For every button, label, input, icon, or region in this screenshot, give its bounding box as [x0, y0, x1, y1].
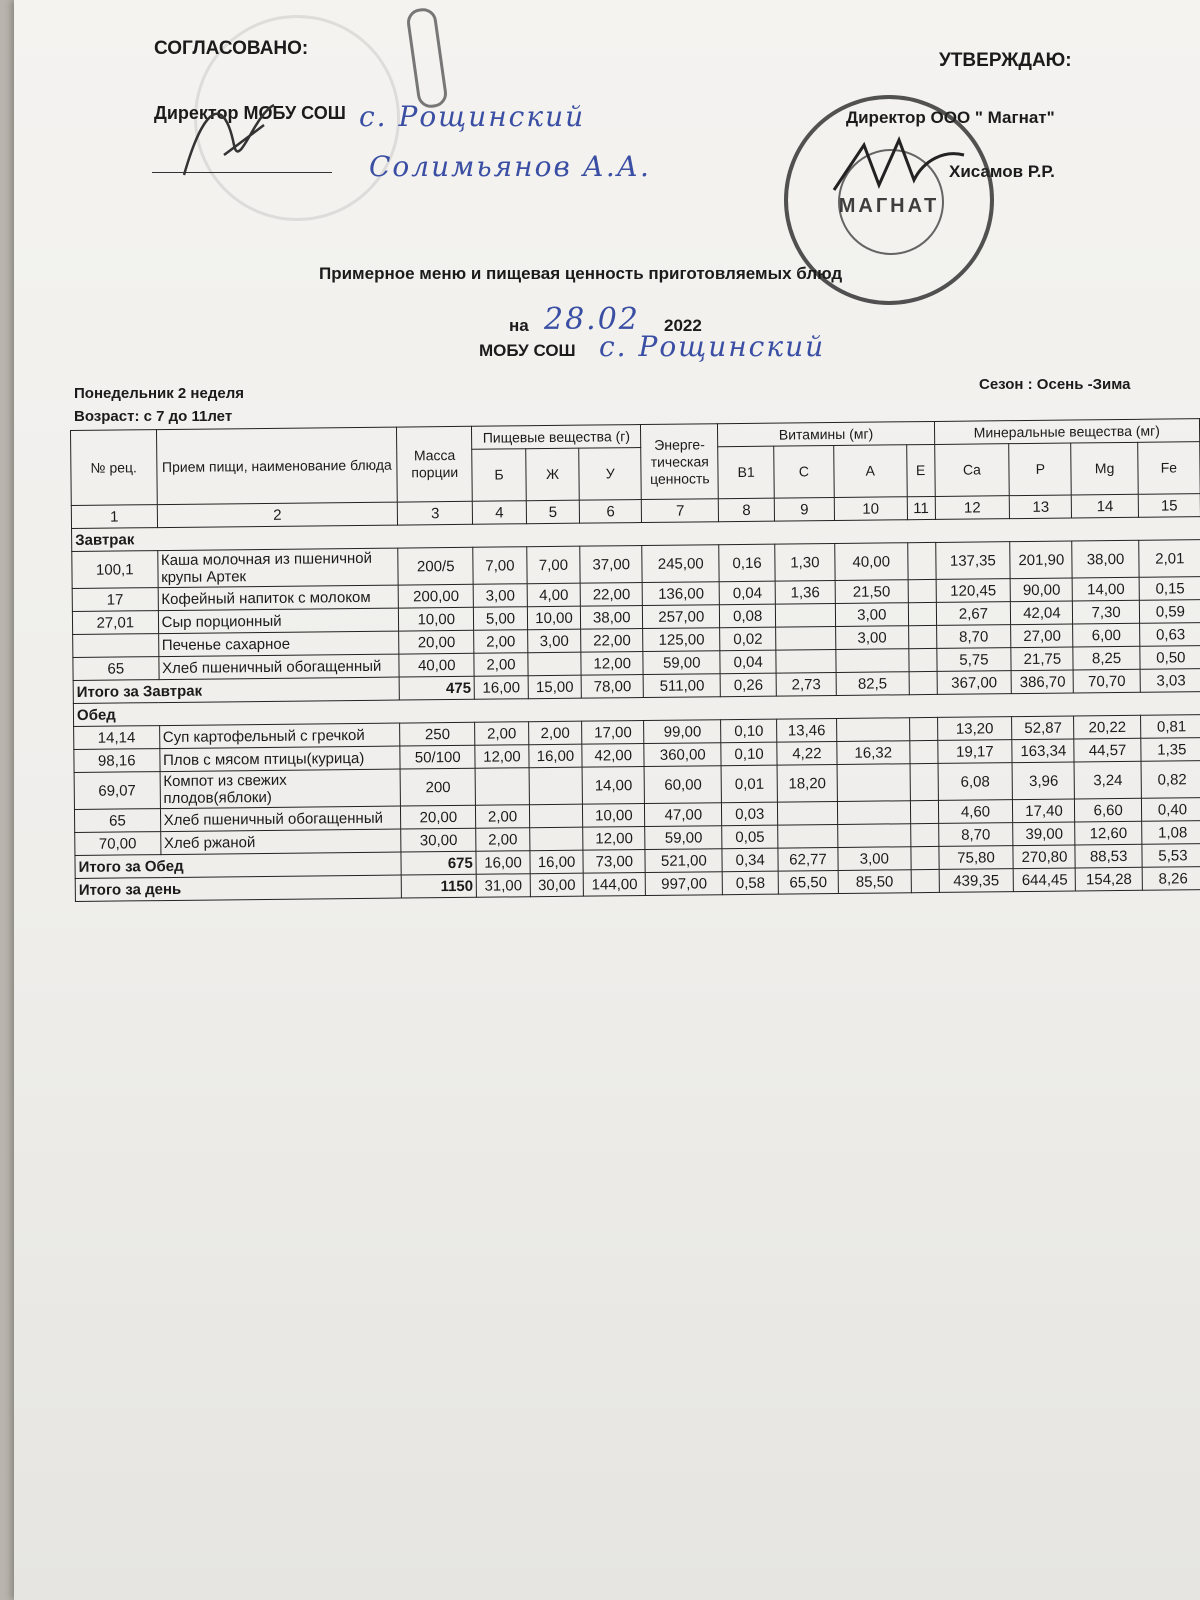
cell-e [909, 648, 937, 671]
header-meal: Прием пищи, наименование блюда [156, 427, 398, 505]
cell-u: 10,00 [583, 804, 645, 828]
total-c: 65,50 [778, 870, 838, 894]
total-b: 31,00 [476, 874, 530, 898]
cell-rec: 70,00 [75, 832, 161, 856]
cell-rec: 98,16 [74, 749, 160, 773]
total-mass: 475 [399, 676, 474, 700]
header-mass: Масса порции [397, 426, 473, 502]
total-label: Итого за день [75, 875, 402, 901]
cell-e [909, 740, 937, 763]
cell-a: 3,00 [835, 603, 908, 627]
cell-mg: 3,24 [1075, 761, 1142, 799]
cell-a [836, 718, 909, 742]
section-name: Обед [73, 692, 1200, 727]
director-right-name: Хисамов Р.Р. [949, 162, 1055, 181]
cell-zh [529, 804, 583, 828]
cell-p: 21,75 [1011, 647, 1073, 671]
cell-rec: 100,1 [72, 551, 158, 589]
total-label: Итого за Обед [75, 852, 402, 878]
section-name: Завтрак [72, 517, 1200, 552]
cell-ca: 120,45 [936, 579, 1011, 603]
column-number: 3 [398, 501, 473, 525]
cell-mg: 6,60 [1075, 798, 1142, 822]
cell-dish-name: Плов с мясом птицы(курица) [159, 746, 400, 772]
total-b: 16,00 [476, 851, 530, 875]
cell-zh: 7,00 [527, 546, 581, 584]
total-ca: 75,80 [938, 846, 1013, 870]
cell-rec: 69,07 [74, 772, 160, 810]
cell-energy: 257,00 [643, 605, 720, 629]
cell-dish-name: Суп картофельный с гречкой [159, 723, 400, 749]
cell-energy: 59,00 [645, 826, 722, 850]
total-c: 2,73 [776, 672, 836, 696]
header-rec: № рец. [71, 430, 157, 506]
cell-energy: 99,00 [644, 720, 721, 744]
cell-mg: 12,60 [1075, 821, 1142, 845]
cell-c: 18,20 [777, 764, 837, 802]
cell-a [837, 764, 910, 802]
cell-e [907, 542, 935, 579]
column-number: 15 [1138, 494, 1200, 518]
cell-p: 17,40 [1013, 799, 1075, 823]
handwritten-director-name: Солимьянов А.А. [369, 150, 651, 183]
header-energy: Энерге-тическая ценность [641, 424, 719, 500]
cell-dish-name: Каша молочная из пшеничной крупы Артек [157, 548, 398, 588]
cell-mass: 20,00 [401, 805, 476, 829]
cell-mg: 20,22 [1074, 715, 1141, 739]
cell-a: 3,00 [836, 626, 909, 650]
cell-mass: 30,00 [401, 828, 476, 852]
cell-mg: 38,00 [1072, 540, 1139, 578]
cell-b1: 0,02 [720, 627, 776, 651]
cell-energy: 360,00 [644, 743, 721, 767]
column-number: 8 [719, 498, 775, 522]
subheader-cell: Fe [1138, 442, 1200, 495]
subheader-cell: Б [472, 449, 526, 502]
cell-a: 16,32 [837, 741, 910, 765]
cell-e [910, 800, 938, 823]
total-energy: 997,00 [645, 872, 722, 896]
subheader-cell: С [774, 446, 834, 499]
cell-p: 3,96 [1012, 762, 1074, 800]
cell-c: 4,22 [777, 741, 837, 765]
stamp-label: МАГНАТ [838, 195, 940, 217]
total-b1: 0,34 [722, 848, 778, 872]
cell-b1: 0,04 [720, 650, 776, 674]
cell-c: 1,30 [775, 543, 835, 581]
cell-p: 42,04 [1011, 601, 1073, 625]
subheader-cell: P [1009, 443, 1072, 496]
document-sheet [14, 0, 1200, 1600]
cell-fe: 0,50 [1140, 646, 1200, 670]
subheader-cell: А [834, 445, 907, 498]
cell-mass: 200,00 [399, 584, 474, 608]
total-b1: 0,26 [720, 673, 776, 697]
cell-fe: 1,08 [1141, 821, 1200, 845]
subheader-cell: Ж [525, 448, 579, 501]
total-mass: 675 [401, 851, 476, 875]
cell-mass: 250 [400, 722, 475, 746]
total-label: Итого за Завтрак [73, 677, 400, 703]
cell-ca: 13,20 [937, 717, 1012, 741]
cell-zh: 3,00 [527, 629, 581, 653]
cell-zh: 2,00 [528, 721, 582, 745]
cell-b: 2,00 [474, 630, 528, 654]
total-e [909, 671, 937, 694]
cell-fe: 2,01 [1139, 540, 1200, 578]
cell-a: 40,00 [835, 543, 908, 581]
season-label: Сезон : Осень -Зима [979, 376, 1131, 393]
cell-mass: 40,00 [399, 653, 474, 677]
total-b1: 0,58 [723, 871, 779, 895]
total-u: 78,00 [581, 675, 643, 699]
cell-b: 3,00 [473, 584, 527, 608]
cell-rec: 65 [73, 657, 159, 681]
cell-c [775, 603, 835, 627]
doc-title: Примерное меню и пищевая ценность приготовляемых блюд [319, 264, 843, 283]
cell-a [837, 801, 910, 825]
agreed-label: СОГЛАСОВАНО: [154, 38, 309, 59]
cell-fe: 0,63 [1139, 623, 1200, 647]
cell-e [908, 625, 936, 648]
cell-ca: 2,67 [936, 602, 1011, 626]
cell-energy: 60,00 [644, 766, 721, 804]
cell-ca: 8,70 [936, 625, 1011, 649]
subheader-cell: Mg [1071, 442, 1138, 495]
cell-zh [529, 767, 583, 805]
column-number: 14 [1072, 494, 1139, 518]
cell-energy: 59,00 [643, 651, 720, 675]
cell-dish-name: Печенье сахарное [158, 631, 399, 657]
cell-rec: 27,01 [72, 611, 158, 635]
cell-dish-name: Хлеб пшеничный обогащенный [160, 806, 401, 832]
cell-u: 22,00 [581, 629, 643, 653]
cell-p: 52,87 [1012, 716, 1074, 740]
total-u: 144,00 [583, 872, 645, 896]
column-number: 2 [157, 502, 398, 528]
cell-c: 1,36 [775, 580, 835, 604]
column-number: 1 [71, 505, 157, 529]
total-p: 386,70 [1011, 670, 1073, 694]
cell-e [908, 602, 936, 625]
cell-energy: 136,00 [642, 582, 719, 606]
total-p: 270,80 [1013, 845, 1075, 869]
signature-left [164, 85, 304, 195]
cell-zh [529, 827, 583, 851]
cell-e [908, 579, 936, 602]
handwritten-school-title: с. Рощинский [599, 330, 826, 363]
cell-b: 12,00 [475, 745, 529, 769]
cell-dish-name: Сыр порционный [158, 608, 399, 634]
cell-ca: 8,70 [938, 823, 1013, 847]
cell-e [909, 717, 937, 740]
cell-mass: 200/5 [398, 547, 473, 585]
cell-p: 39,00 [1013, 822, 1075, 846]
cell-e [910, 763, 938, 800]
cell-u: 12,00 [583, 827, 645, 851]
cell-zh: 16,00 [529, 744, 583, 768]
cell-c [777, 801, 837, 825]
cell-b: 2,00 [476, 805, 530, 829]
director-right-label: Директор ООО " Магнат" [846, 108, 1055, 127]
cell-a: 21,50 [835, 580, 908, 604]
subheader-cell: Е [906, 444, 934, 496]
total-mg: 88,53 [1075, 844, 1142, 868]
cell-rec: 14,14 [74, 726, 160, 750]
cell-p: 27,00 [1011, 624, 1073, 648]
column-number: 4 [473, 501, 527, 525]
subheader-cell: У [579, 448, 642, 501]
total-fe: 3,03 [1140, 669, 1200, 693]
cell-u: 37,00 [580, 546, 642, 584]
cell-fe: 0,81 [1140, 715, 1200, 739]
cell-b [475, 768, 529, 806]
cell-dish-name: Кофейный напиток с молоком [158, 585, 399, 611]
cell-u: 42,00 [582, 744, 644, 768]
header-nutrients: Пищевые вещества (г) [472, 425, 641, 450]
header-vitamins: Витамины (мг) [718, 421, 934, 446]
cell-b1: 0,10 [721, 742, 777, 766]
cell-energy: 125,00 [643, 628, 720, 652]
cell-mg: 7,30 [1073, 600, 1140, 624]
cell-b: 2,00 [475, 722, 529, 746]
cell-p: 163,34 [1012, 739, 1074, 763]
total-zh: 15,00 [528, 675, 582, 699]
total-ca: 367,00 [937, 671, 1012, 695]
date-year: 2022 [664, 316, 702, 335]
cell-zh: 10,00 [527, 606, 581, 630]
column-number: 10 [834, 497, 907, 521]
cell-c [778, 824, 838, 848]
total-p: 644,45 [1014, 868, 1076, 892]
total-energy: 511,00 [643, 674, 720, 698]
age-label: Возраст: с 7 до 11лет [74, 408, 233, 425]
total-fe: 8,26 [1142, 867, 1200, 891]
cell-a [838, 824, 911, 848]
cell-rec: 17 [72, 588, 158, 612]
total-c: 62,77 [778, 847, 838, 871]
cell-rec [73, 634, 159, 658]
total-energy: 521,00 [645, 849, 722, 873]
cell-b: 7,00 [473, 547, 527, 585]
cell-fe: 0,40 [1141, 798, 1200, 822]
school-prefix: МОБУ СОШ [479, 341, 576, 360]
cell-ca: 4,60 [938, 800, 1013, 824]
total-a: 3,00 [838, 847, 911, 871]
cell-b1: 0,16 [719, 544, 775, 582]
cell-b1: 0,03 [722, 802, 778, 826]
header-minerals: Минеральные вещества (мг) [934, 419, 1200, 445]
cell-c: 13,46 [777, 718, 837, 742]
total-e [911, 846, 939, 869]
total-mg: 154,28 [1076, 867, 1143, 891]
cell-dish-name: Хлеб пшеничный обогащенный [158, 654, 399, 680]
total-zh: 30,00 [530, 873, 584, 897]
cell-p: 90,00 [1011, 578, 1073, 602]
day-label: Понедельник 2 неделя [74, 385, 244, 402]
handwritten-school: с. Рощинский [359, 100, 586, 133]
column-number: 7 [642, 499, 719, 523]
total-ca: 439,35 [939, 869, 1014, 893]
cell-u: 12,00 [581, 652, 643, 676]
cell-energy: 47,00 [645, 803, 722, 827]
cell-ca: 19,17 [937, 740, 1012, 764]
total-fe: 5,53 [1142, 844, 1200, 868]
cell-b1: 0,08 [720, 604, 776, 628]
cell-ca: 137,35 [935, 542, 1010, 580]
column-number: 12 [935, 496, 1010, 520]
subheader-cell: Ca [934, 444, 1009, 497]
cell-u: 14,00 [582, 767, 644, 805]
cell-dish-name: Компот из свежих плодов(яблоки) [160, 769, 401, 809]
cell-mg: 8,25 [1073, 646, 1140, 670]
handwritten-date: 28.02 [544, 302, 640, 337]
column-number: 5 [526, 500, 580, 524]
column-number: 6 [580, 500, 642, 524]
cell-b1: 0,04 [719, 581, 775, 605]
cell-mass: 10,00 [399, 607, 474, 631]
cell-b: 5,00 [474, 607, 528, 631]
total-zh: 16,00 [530, 850, 584, 874]
cell-p: 201,90 [1010, 541, 1072, 579]
date-prefix: на [509, 316, 529, 335]
menu-table [70, 418, 1200, 902]
subheader-cell: В1 [718, 446, 774, 499]
cell-b: 2,00 [476, 828, 530, 852]
cell-energy: 245,00 [642, 545, 719, 583]
cell-mass: 20,00 [399, 630, 474, 654]
total-b: 16,00 [474, 676, 528, 700]
column-number: 9 [774, 498, 834, 522]
director-left-label: Директор МОБУ СОШ [154, 103, 346, 123]
cell-b: 2,00 [474, 653, 528, 677]
cell-fe: 0,59 [1139, 600, 1200, 624]
cell-fe: 0,15 [1139, 577, 1200, 601]
total-a: 82,5 [836, 672, 909, 696]
total-mg: 70,70 [1074, 669, 1141, 693]
cell-ca: 5,75 [936, 648, 1011, 672]
cell-u: 17,00 [582, 721, 644, 745]
approve-label: УТВЕРЖДАЮ: [939, 50, 1072, 71]
cell-c [776, 649, 836, 673]
total-e [911, 869, 939, 892]
cell-zh [528, 652, 582, 676]
cell-u: 22,00 [580, 583, 642, 607]
cell-mass: 50/100 [400, 745, 475, 769]
total-a: 85,50 [838, 870, 911, 894]
cell-c [776, 626, 836, 650]
cell-b1: 0,10 [721, 719, 777, 743]
cell-b1: 0,05 [722, 825, 778, 849]
cell-a [836, 649, 909, 673]
signature-right [824, 130, 974, 210]
column-number: 11 [907, 496, 935, 519]
total-mass: 1150 [402, 874, 477, 898]
cell-rec: 65 [74, 809, 160, 833]
cell-fe: 0,82 [1141, 761, 1200, 799]
cell-zh: 4,00 [527, 583, 581, 607]
cell-mg: 14,00 [1073, 577, 1140, 601]
total-u: 73,00 [583, 849, 645, 873]
cell-mass: 200 [400, 768, 475, 806]
cell-dish-name: Хлеб ржаной [160, 829, 401, 855]
cell-e [910, 823, 938, 846]
paper-clip [405, 6, 449, 109]
cell-b1: 0,01 [721, 765, 777, 803]
cell-mg: 44,57 [1074, 738, 1141, 762]
cell-u: 38,00 [581, 606, 643, 630]
column-number: 13 [1010, 495, 1072, 519]
cell-mg: 6,00 [1073, 623, 1140, 647]
cell-fe: 1,35 [1141, 738, 1200, 762]
cell-ca: 6,08 [938, 763, 1013, 801]
